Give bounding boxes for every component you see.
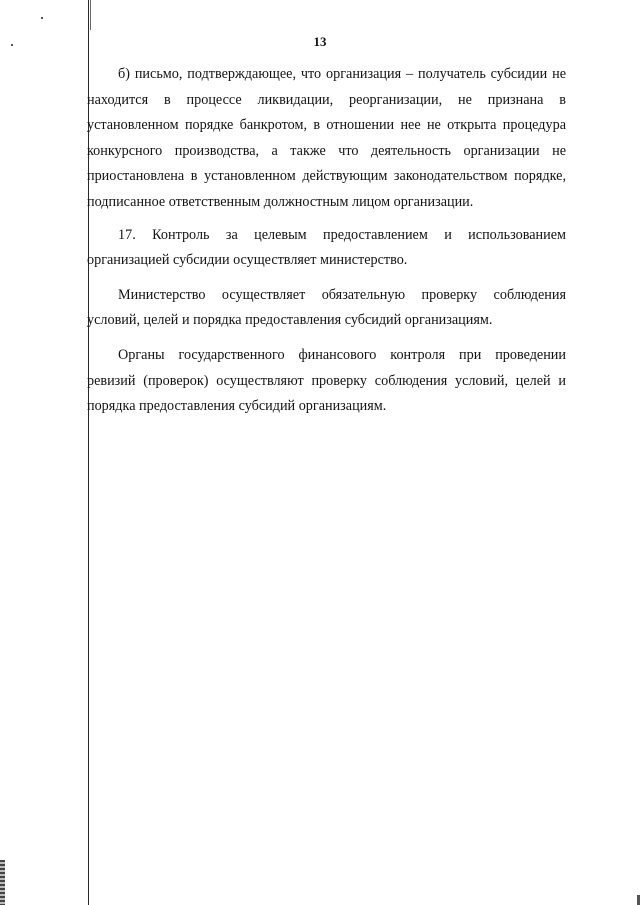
paragraph-17: 17. Контроль за целевым предоставлением и использованием организацией субсидии осуществляет министерство. xyxy=(87,226,566,269)
paragraph-letter-b: б) письмо, подтверждающее, что организация – получатель субсидии не находится в процессе ликвидации, реорганизации, не признана в установленном порядке банкротом, в отношении нее не открыта процедура конкурсного производства, а также что деятельность организации не приостановлена в установленном действующим законодательством порядке, подписанное ответственным должностным лицом организации. xyxy=(87,66,566,210)
page-number: 13 xyxy=(313,34,327,49)
scan-speck xyxy=(41,17,43,19)
paragraph-ministry-check: Министерство осуществляет обязательную проверку соблюдения условий, целей и порядка предоставления субсидий организациям. xyxy=(87,286,566,329)
paragraph-financial-control: Органы государственного финансового контроля при проведении ревизий (проверок) осуществляют проверку соблюдения условий, целей и порядка предоставления субсидий организациям. xyxy=(87,346,566,415)
scan-binding-line-top xyxy=(90,0,91,30)
document-body xyxy=(87,62,566,420)
scan-speck xyxy=(11,44,13,46)
scan-edge-artifact xyxy=(0,860,5,905)
